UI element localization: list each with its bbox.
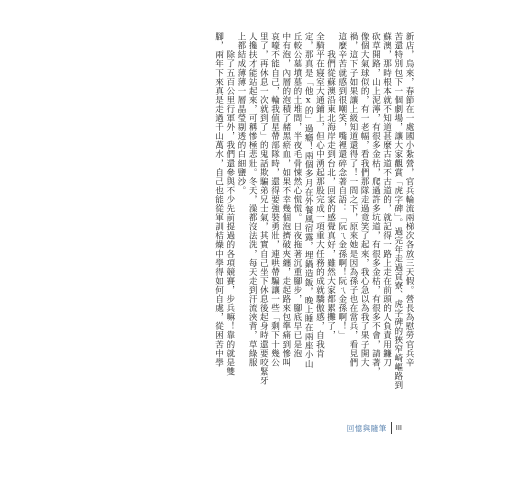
text-column: 腳，兩年下來真是走過千山萬水，自己也能從軍訓桔燥中學得如何自處，從困苦中學 xyxy=(213,32,224,367)
text-column: 砍草開路，山上泥濘，有很多金枯，爬過許多坑道，有很多金枯，有很多不會，請著， xyxy=(370,32,381,376)
text-column: 人攙扶才能站起來，可稱慘極悲壯。冬天，澡都沒法洗，每天走到汗流浹背，草綠服 xyxy=(247,32,258,367)
text-column: 禍，這下子如果讓上級知道還得了！一問之下，原來她是因為孫子也在當兵，看見們 xyxy=(347,32,358,367)
running-section-title: 回憶與隨筆 xyxy=(346,423,387,433)
text-column: 中有泡，內層的泡積了赭黑瘀血，如果不幸幾個泡擠破夾纏，走起路來包準痛到慘叫 xyxy=(280,32,291,367)
text-column: 蘇澳，那時根本就不知道甚麼古道不古道的，就記得一路上走在前頭的人負責用鐮刀 xyxy=(381,32,392,367)
footer-divider xyxy=(391,422,392,434)
page-footer xyxy=(320,419,402,437)
text-column: 像個大氣球似的，有一老幅，看我們那隊走過竟笑了起來，我心急以為我了果子開大 xyxy=(359,32,370,367)
text-column: 里了，再休息一次就到了」的鬼話欺騙弟兄士氣，其實自己坐下休息後起身時還要咬緊牙 xyxy=(258,32,269,385)
text-column: 除了五百公里行軍外，我們還參與不少先前提過的各項競賽，步兵嘛！靠的就是雙 xyxy=(224,32,235,376)
text-column: 上都結成薄薄一層晶瑩剔透的白細鹽沙。 xyxy=(235,32,246,195)
text-column: 全騎平在寢室大通鋪上，但心中湧起那股完成一項重大任務的成就驕傲感，自我肯 xyxy=(314,32,325,358)
text-column: 定，那真是「他x的」過癮！兩個多月在外餐風宿露，埋鍋造飯，晚上睡在兩座小山 xyxy=(303,32,314,369)
text-column: 我們從蘇澳沿東北海岸走到台北，回家的感覺真好，雖然大家都累攤了， xyxy=(325,32,336,340)
text-column: 哀嚎不能自己，輪我值星帶部隊時，還得要強裝勇壯，連哄帶騙讓一些「剩下十幾公 xyxy=(269,32,280,367)
body-text xyxy=(168,32,414,402)
text-column: 這麼辛苦就感到很嘲笑，嘴裡還碎念著自語：「阮ㄟ金孫啊！阮ㄟ金孫啊！」 xyxy=(336,32,347,340)
text-column: 苦還特別包下一個劇場，讓大家觀賞「虎字碑」。過完年走過貢寮、虎字碑的狹窄崎嶇路到 xyxy=(392,32,403,390)
text-column: 丘較公墓墳墓的土堆間，半夜毛骨悚然心慌慌。日夜拖著沉重腳步，腳底早已是泡 xyxy=(291,32,302,358)
page-number: III xyxy=(395,424,402,432)
text-column: 新店，烏來，春節在一處國小紮營，官兵輪流兩梯次各放三天假。營長為慰勞官兵辛 xyxy=(404,32,414,367)
